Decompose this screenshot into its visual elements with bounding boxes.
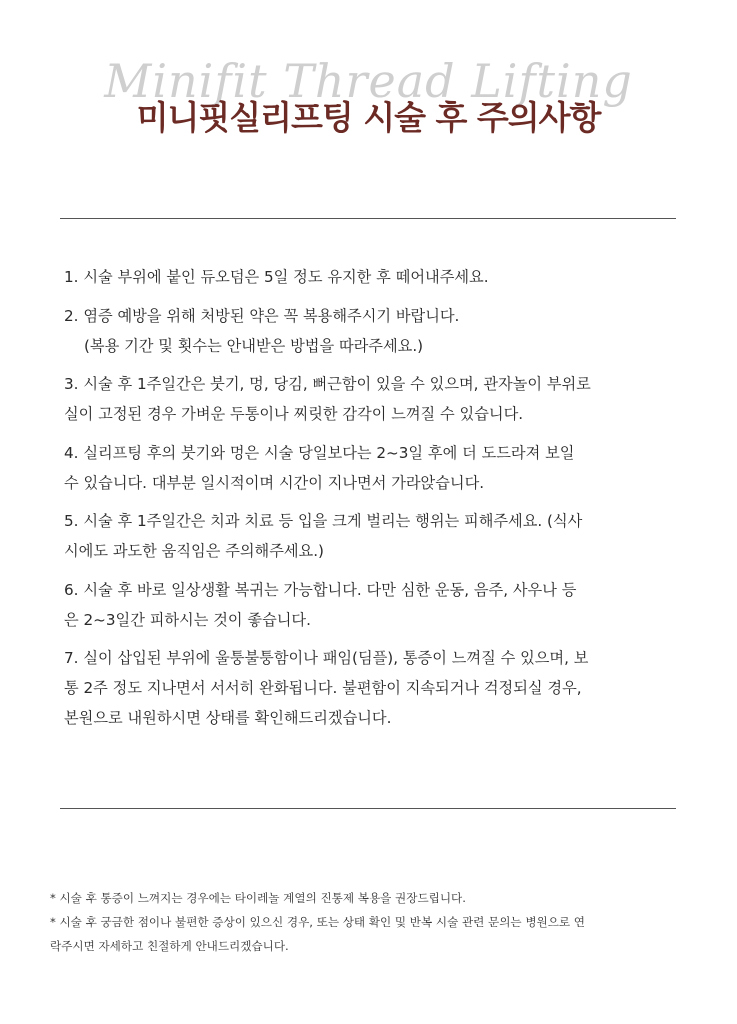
- precaution-item: [64, 506, 684, 566]
- footnote: [50, 910, 690, 958]
- item-line: 3. 시술 후 1주일간은 붓기, 멍, 당김, 뻐근함이 있을 수 있으며, 관자놀이 부위로: [64, 375, 591, 393]
- item-line: 4. 실리프팅 후의 붓기와 멍은 시술 당일보다는 2~3일 후에 더 도드라져 보일: [64, 443, 575, 462]
- footnote-line: * 시술 후 통증이 느껴지는 경우에는 타이레놀 계열의 진통제 복용을 권장드립니다.: [50, 891, 466, 905]
- precaution-item: [64, 438, 684, 498]
- footnote-line: 락주시면 자세하고 친절하게 안내드리겠습니다.: [50, 939, 289, 953]
- item-line: 1. 시술 부위에 붙인 듀오덤은 5일 정도 유지한 후 떼어내주세요.: [64, 268, 489, 286]
- item-line: 실이 고정된 경우 가벼운 두통이나 찌릿한 감각이 느껴질 수 있습니다.: [64, 405, 524, 423]
- item-line: 본원으로 내원하시면 상태를 확인해드리겠습니다.: [64, 709, 392, 727]
- item-line: 시에도 과도한 움직임은 주의해주세요.): [64, 542, 324, 560]
- header: [0, 40, 737, 150]
- item-line: 은 2~3일간 피하시는 것이 좋습니다.: [64, 610, 311, 629]
- precaution-item: [64, 575, 684, 635]
- top-divider: [60, 218, 676, 219]
- item-line: 6. 시술 후 바로 일상생활 복귀는 가능합니다. 다만 심한 운동, 음주, 사우나 등: [64, 580, 577, 599]
- item-line: 2. 염증 예방을 위해 처방된 약은 꼭 복용해주시기 바랍니다.: [64, 306, 460, 325]
- item-line: 통 2주 정도 지나면서 서서히 완화됩니다. 불편함이 지속되거나 걱정되실 경우,: [64, 679, 582, 697]
- item-line: 5. 시술 후 1주일간은 치과 치료 등 입을 크게 벌리는 행위는 피해주세요. (식사: [64, 512, 583, 530]
- footnote-line: * 시술 후 궁금한 점이나 불편한 증상이 있으신 경우, 또는 상태 확인 및 반복 시술 관련 문의는 병원으로 연: [50, 915, 586, 929]
- precaution-item: [64, 262, 684, 292]
- precautions-list: [64, 262, 684, 742]
- page-title: 미니핏실리프팅 시술 후 주의사항: [136, 98, 601, 137]
- item-line: 수 있습니다. 대부분 일시적이며 시간이 지나면서 가라앉습니다.: [64, 473, 485, 492]
- item-line: (복용 기간 및 횟수는 안내받은 방법을 따라주세요.): [84, 336, 424, 355]
- bottom-divider: [60, 808, 676, 809]
- precaution-item: [64, 369, 684, 429]
- item-line: 7. 실이 삽입된 부위에 울퉁불퉁함이나 패임(딤플), 통증이 느껴질 수 있으며, 보: [64, 649, 589, 667]
- precaution-item: [64, 643, 684, 733]
- script-title: Minifit Thread Lifting: [104, 54, 633, 108]
- footnote: [50, 886, 690, 910]
- footnotes: [50, 886, 690, 958]
- precaution-item: [64, 301, 684, 361]
